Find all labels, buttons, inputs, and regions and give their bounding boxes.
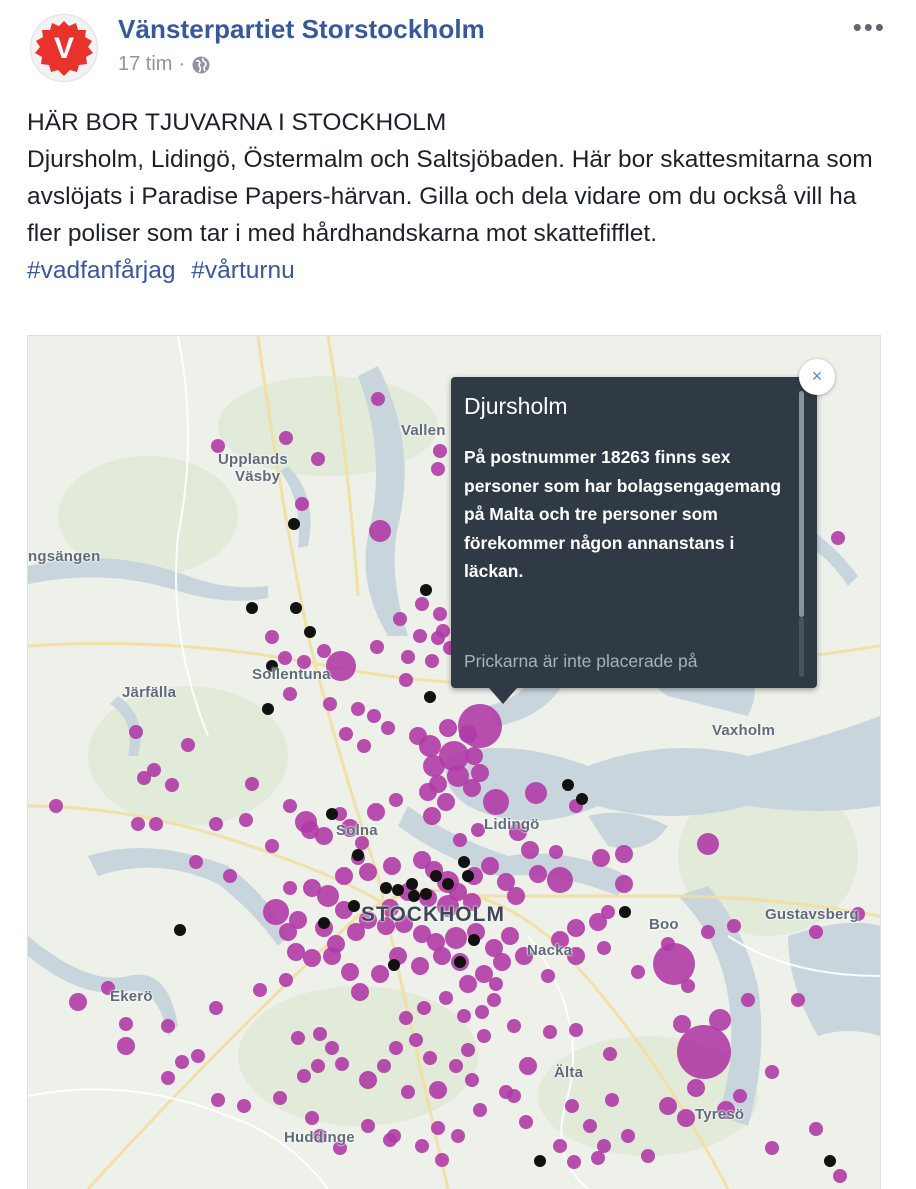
map-dot[interactable]: [445, 927, 467, 949]
map-dot[interactable]: [601, 905, 615, 919]
map-dot[interactable]: [413, 629, 427, 643]
map-dot[interactable]: [641, 1149, 655, 1163]
map-dot[interactable]: [529, 865, 547, 883]
map-dot[interactable]: [451, 1129, 465, 1143]
map-dot[interactable]: [659, 1097, 677, 1115]
map-dot[interactable]: [507, 1019, 521, 1033]
post-meta: [118, 53, 211, 76]
map-dot[interactable]: [389, 1041, 403, 1055]
map-dot[interactable]: [597, 1139, 611, 1153]
map-dot[interactable]: [615, 845, 633, 863]
map-dot[interactable]: [430, 870, 442, 882]
map-dot[interactable]: [481, 857, 499, 875]
map-dot[interactable]: [431, 1121, 445, 1135]
map-dot[interactable]: [475, 1005, 489, 1019]
map-dot[interactable]: [621, 1129, 635, 1143]
map-dot[interactable]: [420, 584, 432, 596]
map-dot[interactable]: [436, 624, 450, 638]
hashtag-row: [27, 252, 887, 289]
map-dot[interactable]: [399, 1011, 413, 1025]
map-dot[interactable]: [449, 1059, 463, 1073]
map-dot[interactable]: [339, 727, 353, 741]
map-dot[interactable]: [401, 1085, 415, 1099]
map-dot[interactable]: [547, 867, 573, 893]
map-dot[interactable]: [377, 1059, 391, 1073]
map-dot[interactable]: [335, 1057, 349, 1071]
map-dot[interactable]: [311, 452, 325, 466]
map-dot[interactable]: [129, 725, 143, 739]
map-dot[interactable]: [388, 959, 400, 971]
map-dot[interactable]: [352, 849, 364, 861]
map-dot[interactable]: [273, 1091, 287, 1105]
map-dot[interactable]: [603, 1047, 617, 1061]
map-popup[interactable]: [451, 377, 817, 688]
post-timestamp[interactable]: 17 tim: [118, 53, 173, 75]
map-label-alta: Älta: [554, 1064, 584, 1081]
map-label-lidingo: Lidingö: [484, 816, 540, 833]
map-dot[interactable]: [131, 817, 145, 831]
map-dot[interactable]: [415, 597, 429, 611]
map-dot[interactable]: [304, 626, 316, 638]
map-dot[interactable]: [246, 602, 258, 614]
map-dot[interactable]: [290, 602, 302, 614]
map-dot[interactable]: [419, 783, 437, 801]
map-dot[interactable]: [439, 991, 453, 1005]
map-dot[interactable]: [408, 890, 420, 902]
map-label-boo: Boo: [649, 916, 679, 933]
map-dot[interactable]: [303, 949, 321, 967]
map-dot[interactable]: [191, 1049, 205, 1063]
map-dot[interactable]: [605, 1093, 619, 1107]
map-dot[interactable]: [318, 917, 330, 929]
map-dot[interactable]: [313, 1027, 327, 1041]
map-dot[interactable]: [399, 673, 413, 687]
map-dot[interactable]: [415, 1139, 429, 1153]
map-dot[interactable]: [291, 1031, 305, 1045]
map-dot[interactable]: [433, 607, 447, 621]
map-dot[interactable]: [417, 1001, 431, 1015]
logo-letter: V: [53, 32, 75, 65]
map-dot[interactable]: [262, 703, 274, 715]
map-dot[interactable]: [809, 925, 823, 939]
map-dot[interactable]: [661, 937, 675, 951]
map-dot[interactable]: [553, 1139, 567, 1153]
vansterpartiet-logo: [31, 15, 97, 81]
map-dot[interactable]: [295, 497, 309, 511]
map-dot[interactable]: [569, 1023, 583, 1037]
map-dot[interactable]: [487, 993, 501, 1007]
map-dot[interactable]: [325, 1041, 339, 1055]
map-dot[interactable]: [473, 1103, 487, 1117]
map-dot[interactable]: [49, 799, 63, 813]
popup-pointer: [489, 688, 517, 704]
map-dot[interactable]: [543, 1025, 557, 1039]
map-dot[interactable]: [323, 697, 337, 711]
map-dot[interactable]: [357, 739, 371, 753]
map-label-huddinge: Huddinge: [284, 1129, 355, 1146]
map-dot[interactable]: [359, 863, 377, 881]
map-dot[interactable]: [741, 993, 755, 1007]
map-dot[interactable]: [351, 983, 369, 1001]
map-dot[interactable]: [279, 973, 293, 987]
map-dot[interactable]: [420, 888, 432, 900]
map-dot[interactable]: [465, 1073, 479, 1087]
map-dot[interactable]: [541, 969, 555, 983]
map-dot[interactable]: [305, 1111, 319, 1125]
map-label-jarfalla: Järfälla: [122, 684, 177, 701]
map-dot[interactable]: [833, 1169, 847, 1183]
map-dot[interactable]: [461, 1043, 475, 1057]
hashtag-link[interactable]: #vadfanfårjag: [27, 257, 176, 284]
popup-title: Djursholm: [464, 393, 568, 419]
map-dot[interactable]: [453, 833, 467, 847]
map-dot[interactable]: [433, 947, 451, 965]
map-dot[interactable]: [175, 1055, 189, 1069]
map-dot[interactable]: [149, 817, 163, 831]
map-dot[interactable]: [288, 518, 300, 530]
map-dot[interactable]: [459, 975, 477, 993]
map-dot[interactable]: [315, 827, 333, 845]
map-dot[interactable]: [209, 1001, 223, 1015]
map-dot[interactable]: [326, 808, 338, 820]
map-dot[interactable]: [824, 1155, 836, 1167]
map-dot[interactable]: [389, 793, 403, 807]
map-dot[interactable]: [165, 778, 179, 792]
popup-scrollbar[interactable]: [799, 391, 804, 617]
map-dot[interactable]: [592, 849, 610, 867]
map-dot[interactable]: [525, 782, 547, 804]
map-dot[interactable]: [317, 885, 339, 907]
hashtag-link[interactable]: #vårturnu: [191, 257, 295, 284]
map-dot[interactable]: [653, 943, 695, 985]
map-dot[interactable]: [681, 979, 695, 993]
map-dot[interactable]: [507, 1089, 521, 1103]
map-label-solna: Solna: [336, 822, 378, 839]
map-label-vaxholm: Vaxholm: [712, 722, 776, 739]
map-dot[interactable]: [439, 719, 457, 737]
map-dot[interactable]: [429, 1081, 447, 1099]
map-dot[interactable]: [701, 925, 715, 939]
map-dot[interactable]: [454, 956, 466, 968]
map-dot[interactable]: [631, 965, 645, 979]
map-dot[interactable]: [435, 1153, 449, 1167]
map-dot[interactable]: [565, 1099, 579, 1113]
map-dot[interactable]: [677, 1109, 695, 1127]
map-dot[interactable]: [279, 431, 293, 445]
map-dot[interactable]: [401, 650, 415, 664]
post-title-line: HÄR BOR TJUVARNA I STOCKHOLM: [27, 109, 447, 136]
page-avatar[interactable]: [30, 14, 98, 82]
map-dot[interactable]: [458, 856, 470, 868]
map-dot[interactable]: [297, 1069, 311, 1083]
page-name-link[interactable]: Vänsterpartiet Storstockholm: [118, 14, 485, 44]
map-dot[interactable]: [519, 1057, 537, 1075]
map-label-stockholm: STOCKHOLM: [361, 903, 505, 926]
map-dot[interactable]: [567, 919, 585, 937]
map-dot[interactable]: [253, 983, 267, 997]
map-label-sollentuna: Sollentuna: [252, 666, 331, 683]
map-dot[interactable]: [727, 919, 741, 933]
map-label-gustavsberg: Gustavsberg: [765, 906, 859, 923]
map-dot[interactable]: [265, 630, 279, 644]
map-dot[interactable]: [765, 1141, 779, 1155]
map-dot[interactable]: [431, 462, 445, 476]
map-dot[interactable]: [809, 1122, 823, 1136]
map-dot[interactable]: [409, 1033, 423, 1047]
map-dot[interactable]: [69, 993, 87, 1011]
map-label-kungsangen: ngsängen: [28, 548, 101, 565]
map-dot[interactable]: [370, 640, 384, 654]
map-dot[interactable]: [419, 735, 441, 757]
map-dot[interactable]: [791, 993, 805, 1007]
map-dot[interactable]: [189, 855, 203, 869]
map-dot[interactable]: [348, 900, 360, 912]
map-dot[interactable]: [465, 747, 483, 765]
map-dot[interactable]: [279, 923, 297, 941]
map-dot[interactable]: [493, 953, 511, 971]
map-dot[interactable]: [462, 870, 474, 882]
popup-body: På postnummer 18263 finns sex personer som har bolagsengagemang på Malta och tre personer som förekommer någon annanstans i läckan.: [464, 447, 782, 581]
map-dot[interactable]: [237, 1099, 251, 1113]
map-dot[interactable]: [209, 817, 223, 831]
map-dot[interactable]: [371, 392, 385, 406]
map-dot[interactable]: [387, 1129, 401, 1143]
map-dot[interactable]: [335, 867, 353, 885]
map-dot[interactable]: [381, 721, 395, 735]
map-dot[interactable]: [371, 965, 389, 983]
map-dot[interactable]: [323, 947, 341, 965]
map-dot[interactable]: [549, 845, 563, 859]
map-dot[interactable]: [265, 839, 279, 853]
map-dot[interactable]: [437, 793, 455, 811]
map-dot[interactable]: [458, 704, 502, 748]
map-dot[interactable]: [697, 833, 719, 855]
map-dot[interactable]: [393, 612, 407, 626]
meta-separator: ·: [178, 53, 186, 75]
map-dot[interactable]: [831, 531, 845, 545]
map-dot[interactable]: [263, 899, 289, 925]
map-dot[interactable]: [471, 823, 485, 837]
map-dot[interactable]: [457, 1009, 471, 1023]
map-dot[interactable]: [591, 1151, 605, 1165]
map-dot[interactable]: [392, 884, 404, 896]
map-dot[interactable]: [161, 1019, 175, 1033]
map-dot[interactable]: [483, 789, 509, 815]
map-dot[interactable]: [468, 934, 480, 946]
map-dot[interactable]: [687, 1079, 705, 1097]
post-body: Djursholm, Lidingö, Östermalm och Saltsjöbaden. Här bor skattesmitarna som avslöjats i Paradise Papers-härvan. Gilla och dela vidare om du också vill ha fler poliser som tar i med hårdhandskarna mot skattefifflet.: [27, 146, 873, 247]
map-dot[interactable]: [359, 1071, 377, 1089]
map-dot[interactable]: [423, 807, 441, 825]
map-dot[interactable]: [174, 924, 186, 936]
map-dot[interactable]: [119, 1017, 133, 1031]
map-dot[interactable]: [501, 927, 519, 945]
map-dot[interactable]: [425, 654, 439, 668]
map-dot[interactable]: [380, 882, 392, 894]
map-dot[interactable]: [181, 738, 195, 752]
popup-close-button[interactable]: ×: [799, 359, 835, 395]
map-dot[interactable]: [576, 793, 588, 805]
map-dot[interactable]: [583, 1119, 597, 1133]
map-dot[interactable]: [137, 771, 151, 785]
map-dot[interactable]: [677, 1025, 731, 1079]
map-dot[interactable]: [442, 878, 454, 890]
map-dot[interactable]: [433, 444, 447, 458]
map-dot[interactable]: [317, 644, 331, 658]
map-label-ekero: Ekerö: [110, 988, 153, 1005]
map-label-upplands: Upplands: [218, 451, 288, 468]
post-text: [27, 104, 887, 289]
map-dot[interactable]: [519, 1115, 533, 1129]
map-embed[interactable]: [27, 335, 881, 1189]
map-dot[interactable]: [562, 779, 574, 791]
map-dot[interactable]: [311, 1059, 325, 1073]
map-dot[interactable]: [283, 881, 297, 895]
map-dot[interactable]: [287, 943, 305, 961]
map-dot[interactable]: [534, 1155, 546, 1167]
map-dot[interactable]: [367, 803, 385, 821]
map-dot[interactable]: [619, 906, 631, 918]
map-dot[interactable]: [369, 520, 391, 542]
map-dot[interactable]: [507, 887, 525, 905]
popup-scroll-track[interactable]: [799, 617, 804, 677]
globe-icon[interactable]: [191, 55, 211, 75]
map-dot[interactable]: [239, 813, 253, 827]
map-dot[interactable]: [521, 841, 539, 859]
map-dot[interactable]: [383, 857, 401, 875]
map-dot[interactable]: [489, 977, 503, 991]
map-dot[interactable]: [733, 1089, 747, 1103]
map-dot[interactable]: [411, 957, 429, 975]
map-dot[interactable]: [245, 777, 259, 791]
map-dot[interactable]: [673, 1015, 691, 1033]
map-dot[interactable]: [361, 1119, 375, 1133]
more-options-button[interactable]: •••: [852, 12, 886, 42]
map-dot[interactable]: [283, 799, 297, 813]
popup-note: Prickarna är inte placerade på: [464, 651, 698, 671]
map-dot[interactable]: [406, 878, 418, 890]
map-label-vasby: Väsby: [235, 468, 281, 485]
map-dot[interactable]: [597, 941, 611, 955]
map-dot[interactable]: [367, 709, 381, 723]
map-dot[interactable]: [567, 1155, 581, 1169]
map-dot[interactable]: [351, 702, 365, 716]
map-dot[interactable]: [161, 1071, 175, 1085]
map-dot[interactable]: [423, 1051, 437, 1065]
map-label-nacka: Nacka: [527, 942, 573, 959]
map-label-vallentuna: Vallen: [401, 422, 446, 439]
map-dot[interactable]: [765, 1065, 779, 1079]
map-dot[interactable]: [278, 651, 292, 665]
map-dot[interactable]: [477, 1029, 491, 1043]
map-dot[interactable]: [615, 875, 633, 893]
map-dot[interactable]: [341, 963, 359, 981]
map-dot[interactable]: [211, 1093, 225, 1107]
map-dot[interactable]: [117, 1037, 135, 1055]
map-dot[interactable]: [471, 764, 489, 782]
map-dot[interactable]: [424, 691, 436, 703]
map-dot[interactable]: [223, 869, 237, 883]
map-label-tyreso: Tyresö: [695, 1106, 745, 1123]
map-dot[interactable]: [283, 687, 297, 701]
